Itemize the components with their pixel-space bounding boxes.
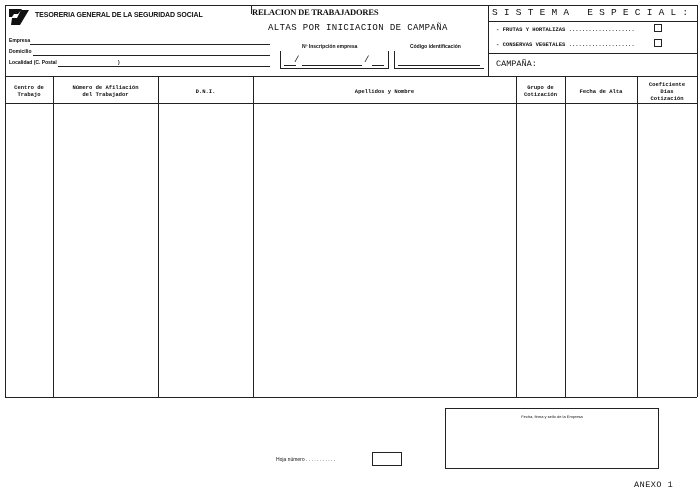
localidad-label: Localidad (C. Postal <box>9 60 57 66</box>
empresa-label: Empresa <box>9 38 31 44</box>
title-main: RELACION DE TRABAJADORES <box>252 7 379 17</box>
col-centro-trabajo: Centro de Trabajo <box>14 84 44 98</box>
anexo-label: ANEXO 1 <box>634 480 674 490</box>
option-conservas-label: - CONSERVAS VEGETALES .................... <box>496 41 635 48</box>
col-fecha-alta: Fecha de Alta <box>579 87 623 95</box>
col-dni: D.N.I. <box>195 87 216 95</box>
frame-top <box>5 5 697 6</box>
col-apellidos-nombre: Apellidos y Nombre <box>354 87 415 95</box>
sistema-title-line <box>488 21 697 22</box>
codigo-label: Código identificación <box>410 44 461 50</box>
firma-label: Fecha, firma y sello de la Empresa <box>521 414 583 419</box>
localidad-line[interactable] <box>58 66 270 67</box>
option-conservas-checkbox[interactable] <box>654 39 662 47</box>
tgss-logo-icon <box>8 8 30 26</box>
col-coeficiente-dias: Coeficiente Días Cotización <box>648 80 686 102</box>
hoja-numero-box[interactable] <box>372 452 402 466</box>
table-bottom-line <box>5 397 697 398</box>
hoja-numero-label: Hoja número . . . . . . . . . . . <box>276 457 336 463</box>
sistema-options-line <box>488 53 697 54</box>
domicilio-line[interactable] <box>33 55 270 56</box>
header-divider <box>488 5 489 76</box>
col-numero-afiliacion: Número de Afiliación del Trabajador <box>72 84 139 98</box>
option-frutas-checkbox[interactable] <box>654 24 662 32</box>
campana-label: CAMPAÑA: <box>496 59 537 69</box>
inscripcion-label: Nº Inscripción empresa <box>302 44 358 50</box>
sistema-title: SISTEMA ESPECIAL: <box>492 7 695 18</box>
empresa-line[interactable] <box>30 44 270 45</box>
header-divider-small <box>251 5 252 14</box>
table-body-area[interactable] <box>6 104 696 396</box>
domicilio-label: Domicilio <box>9 49 32 55</box>
col-grupo-cotizacion: Grupo de Cotización <box>523 84 557 98</box>
firma-sello-box[interactable] <box>445 408 659 469</box>
title-sub: ALTAS POR INICIACION DE CAMPAÑA <box>268 23 448 33</box>
organization-name: TESORERIA GENERAL DE LA SEGURIDAD SOCIAL <box>35 12 203 19</box>
localidad-close: ) <box>118 60 120 66</box>
frame-right <box>697 5 698 397</box>
option-frutas-label: - FRUTAS Y HORTALIZAS .................... <box>496 26 635 33</box>
header-bottom-line <box>5 76 697 77</box>
